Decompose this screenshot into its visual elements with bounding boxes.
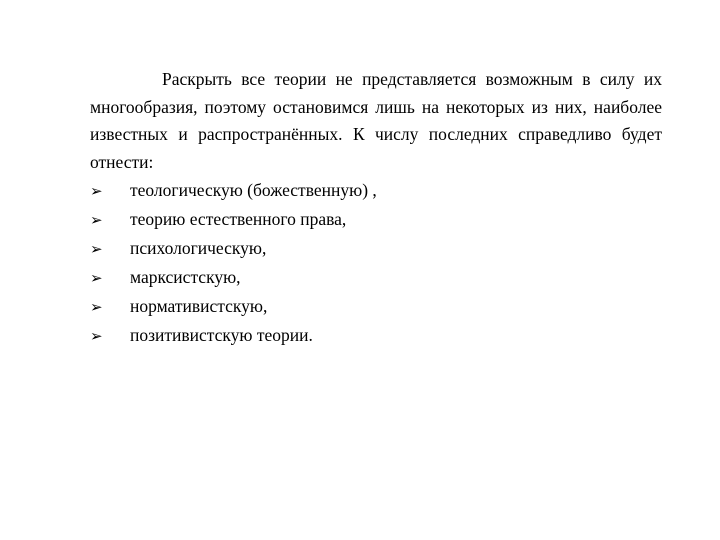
list-item	[90, 205, 662, 234]
arrow-bullet-icon: ➢	[90, 298, 103, 316]
intro-paragraph: Раскрыть все теории не представляется возможным в силу их многообразия, поэтому остановимся лишь на некоторых из них, наиболее известных и распространённых. К числу последних справедливо будет отнести:	[90, 69, 662, 172]
text-block	[90, 66, 662, 350]
arrow-bullet-icon: ➢	[90, 269, 103, 287]
arrow-bullet-icon: ➢	[90, 182, 103, 200]
list-item-text: теорию естественного права,	[130, 209, 347, 229]
arrow-bullet-icon: ➢	[90, 327, 103, 345]
theories-list	[90, 176, 662, 350]
list-item-text: марксистскую,	[130, 267, 241, 287]
list-item-text: позитивистскую теории.	[130, 325, 313, 345]
list-item-text: психологическую,	[130, 238, 267, 258]
list-item	[90, 263, 662, 292]
list-item	[90, 292, 662, 321]
list-item	[90, 234, 662, 263]
list-item	[90, 176, 662, 205]
arrow-bullet-icon: ➢	[90, 240, 103, 258]
arrow-bullet-icon: ➢	[90, 211, 103, 229]
list-item-text: нормативистскую,	[130, 296, 268, 316]
list-item	[90, 321, 662, 350]
list-item-text: теологическую (божественную) ,	[130, 180, 377, 200]
